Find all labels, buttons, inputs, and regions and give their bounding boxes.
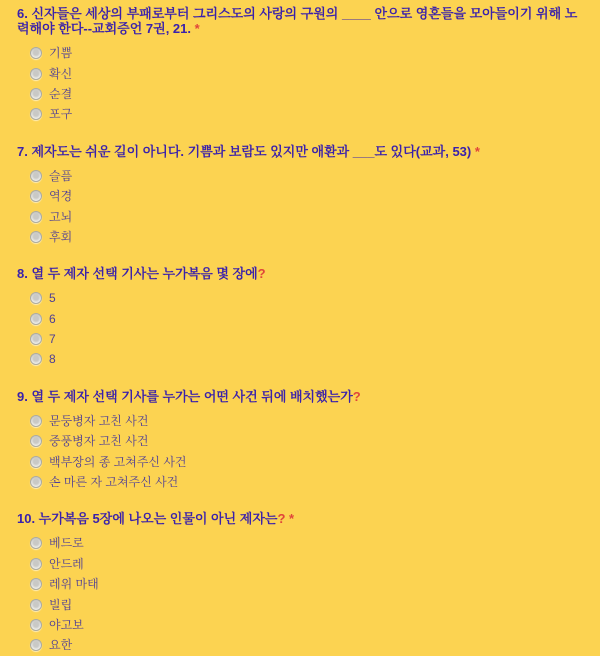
question-title-text: 8. 열 두 제자 선택 기사는 누가복음 몇 장에 [17, 266, 258, 282]
option-row[interactable] [30, 594, 586, 614]
radio-button-icon[interactable] [30, 88, 42, 100]
radio-button-icon[interactable] [30, 333, 42, 345]
option-label[interactable]: 역경 [49, 189, 73, 204]
radio-button-icon[interactable] [30, 456, 42, 468]
question-block [17, 511, 586, 655]
option-label[interactable]: 포구 [49, 107, 73, 122]
options-list [17, 288, 586, 370]
question-block [17, 266, 586, 370]
radio-button-icon[interactable] [30, 578, 42, 590]
radio-button-icon[interactable] [30, 211, 42, 223]
option-label[interactable]: 베드로 [49, 536, 84, 551]
option-row[interactable] [30, 206, 586, 226]
option-row[interactable] [30, 472, 586, 492]
question-required-mark: ? [352, 388, 361, 404]
option-label[interactable]: 후회 [49, 229, 73, 244]
form-questions [17, 6, 586, 656]
question-required-mark: ? * [277, 511, 295, 527]
option-row[interactable] [30, 349, 586, 369]
options-list [17, 166, 586, 248]
question-title [17, 389, 585, 404]
option-row[interactable] [30, 104, 586, 124]
question-title [17, 511, 585, 526]
radio-button-icon[interactable] [30, 435, 42, 447]
question-title [17, 144, 585, 159]
option-label[interactable]: 5 [49, 291, 56, 306]
option-row[interactable] [30, 615, 586, 635]
question-block [17, 6, 586, 125]
option-row[interactable] [30, 166, 586, 186]
option-label[interactable]: 고뇌 [49, 209, 73, 224]
radio-button-icon[interactable] [30, 537, 42, 549]
option-row[interactable] [30, 451, 586, 471]
option-label[interactable]: 요한 [49, 638, 73, 653]
radio-button-icon[interactable] [30, 353, 42, 365]
options-list [17, 411, 586, 493]
question-title-text: 7. 제자도는 쉬운 길이 아니다. 기쁨과 보람도 있지만 애환과 ___도 있다(교과, 53) [17, 143, 472, 159]
option-row[interactable] [30, 411, 586, 431]
question-title [17, 6, 585, 36]
option-label[interactable]: 빌립 [49, 597, 73, 612]
option-label[interactable]: 중풍병자 고친 사건 [49, 434, 149, 449]
option-row[interactable] [30, 84, 586, 104]
question-required-mark: * [191, 21, 200, 36]
option-label[interactable]: 백부장의 종 고쳐주신 사건 [49, 454, 187, 469]
option-row[interactable] [30, 309, 586, 329]
options-list [17, 43, 586, 125]
radio-button-icon[interactable] [30, 415, 42, 427]
option-row[interactable] [30, 533, 586, 553]
option-row[interactable] [30, 574, 586, 594]
option-row[interactable] [30, 186, 586, 206]
option-row[interactable] [30, 431, 586, 451]
radio-button-icon[interactable] [30, 190, 42, 202]
radio-button-icon[interactable] [30, 47, 42, 59]
radio-button-icon[interactable] [30, 170, 42, 182]
option-row[interactable] [30, 554, 586, 574]
radio-button-icon[interactable] [30, 108, 42, 120]
question-title [17, 266, 585, 281]
question-required-mark: * [471, 143, 480, 159]
option-row[interactable] [30, 329, 586, 349]
options-list [17, 533, 586, 655]
radio-button-icon[interactable] [30, 639, 42, 651]
option-row[interactable] [30, 635, 586, 655]
option-label[interactable]: 확신 [49, 66, 73, 81]
option-label[interactable]: 6 [49, 311, 56, 326]
radio-button-icon[interactable] [30, 476, 42, 488]
option-label[interactable]: 레위 마태 [49, 577, 99, 592]
option-label[interactable]: 야고보 [49, 618, 84, 632]
option-label[interactable]: 안드레 [49, 556, 84, 571]
option-label[interactable]: 문둥병자 고친 사건 [49, 413, 149, 428]
radio-button-icon[interactable] [30, 313, 42, 325]
radio-button-icon[interactable] [30, 68, 42, 80]
option-label[interactable]: 기쁨 [49, 46, 73, 61]
radio-button-icon[interactable] [30, 558, 42, 570]
radio-button-icon[interactable] [30, 231, 42, 243]
radio-button-icon[interactable] [30, 599, 42, 611]
option-row[interactable] [30, 288, 586, 308]
question-block [17, 389, 586, 493]
option-row[interactable] [30, 63, 586, 83]
question-block [17, 144, 586, 248]
question-title-text: 6. 신자들은 세상의 부패로부터 그리스도의 사랑의 구원의 ____ 안으로 영혼들을 모아들이기 위해 노력해야 한다--교회증언 7권, 21. [17, 6, 578, 36]
question-title-text: 9. 열 두 제자 선택 기사를 누가는 어떤 사건 뒤에 배치했는가 [17, 388, 353, 404]
option-label[interactable]: 8 [49, 352, 56, 367]
question-required-mark: ? [257, 266, 266, 282]
option-label[interactable]: 7 [49, 332, 56, 347]
option-row[interactable] [30, 227, 586, 247]
radio-button-icon[interactable] [30, 619, 42, 631]
question-title-text: 10. 누가복음 5장에 나오는 인물이 아닌 제자는 [17, 511, 278, 527]
radio-button-icon[interactable] [30, 292, 42, 304]
option-label[interactable]: 순결 [49, 86, 73, 101]
option-label[interactable]: 손 마른 자 고쳐주신 사건 [49, 475, 179, 490]
option-row[interactable] [30, 43, 586, 63]
option-label[interactable]: 슬픔 [49, 168, 73, 183]
